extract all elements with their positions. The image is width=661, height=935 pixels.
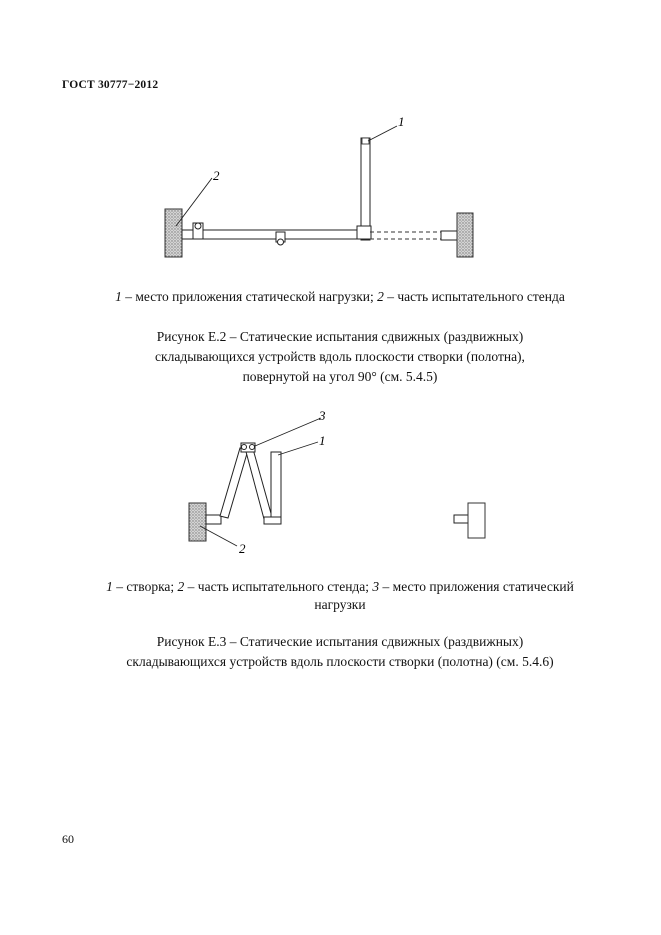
- leaf-3: [271, 452, 281, 519]
- figure-e3-caption: [40, 632, 640, 672]
- page-number: 60: [62, 832, 74, 846]
- caption-line: Рисунок Е.3 – Статические испытания сдвижных (раздвижных): [156, 634, 524, 649]
- e3-callout-3: 3: [319, 408, 326, 423]
- leaf-2: [245, 448, 272, 519]
- e3-right-stub: [454, 515, 468, 523]
- legend-text: – часть испытательного стенда: [383, 289, 565, 304]
- legend-num: 2: [377, 289, 384, 304]
- figure-e3-drawing: [0, 400, 661, 570]
- caption-line: складывающихся устройств вдоль плоскости створки (полотна) (см. 5.4.6): [126, 654, 554, 669]
- legend-line-2: нагрузки: [314, 597, 366, 612]
- legend-num: 1: [106, 579, 113, 594]
- figure-e2-svg: [0, 0, 661, 300]
- horizontal-bar: [182, 230, 360, 239]
- e3-callout-2: 2: [239, 541, 246, 556]
- caption-line: Рисунок Е.2 – Статические испытания сдвижных (раздвижных): [156, 329, 524, 344]
- e2-callout-2: 2: [213, 168, 220, 183]
- e2-callout-1: 1: [398, 114, 405, 129]
- document-header: ГОСТ 30777−2012: [62, 79, 159, 91]
- e3-callout-1: 1: [319, 433, 326, 448]
- caption-line: повернутой на угол 90° (см. 5.4.5): [242, 369, 438, 384]
- e3-right-stand: [468, 503, 485, 538]
- figure-e3-legend: [40, 578, 640, 614]
- legend-num: 1: [115, 289, 122, 304]
- legend-text: – часть испытательного стенда;: [184, 579, 373, 594]
- right-stub: [441, 231, 457, 240]
- vertical-post: [361, 138, 370, 240]
- e3-left-stand: [189, 503, 206, 541]
- legend-num: 2: [177, 579, 185, 594]
- figure-e3-svg: [0, 400, 661, 570]
- legend-num: 3: [372, 579, 380, 594]
- figure-e2-legend: [40, 288, 640, 306]
- legend-text: – место приложения статический: [379, 579, 574, 594]
- leaf-1: [220, 448, 248, 518]
- legend-text: – место приложения статической нагрузки;: [121, 289, 378, 304]
- caption-line: складывающихся устройств вдоль плоскости створки (полотна),: [155, 349, 525, 364]
- left-stand: [165, 209, 182, 257]
- figure-e2-caption: [40, 327, 640, 387]
- figure-e2-drawing: [0, 0, 661, 300]
- legend-text: – створка;: [112, 579, 178, 594]
- right-stand: [457, 213, 473, 257]
